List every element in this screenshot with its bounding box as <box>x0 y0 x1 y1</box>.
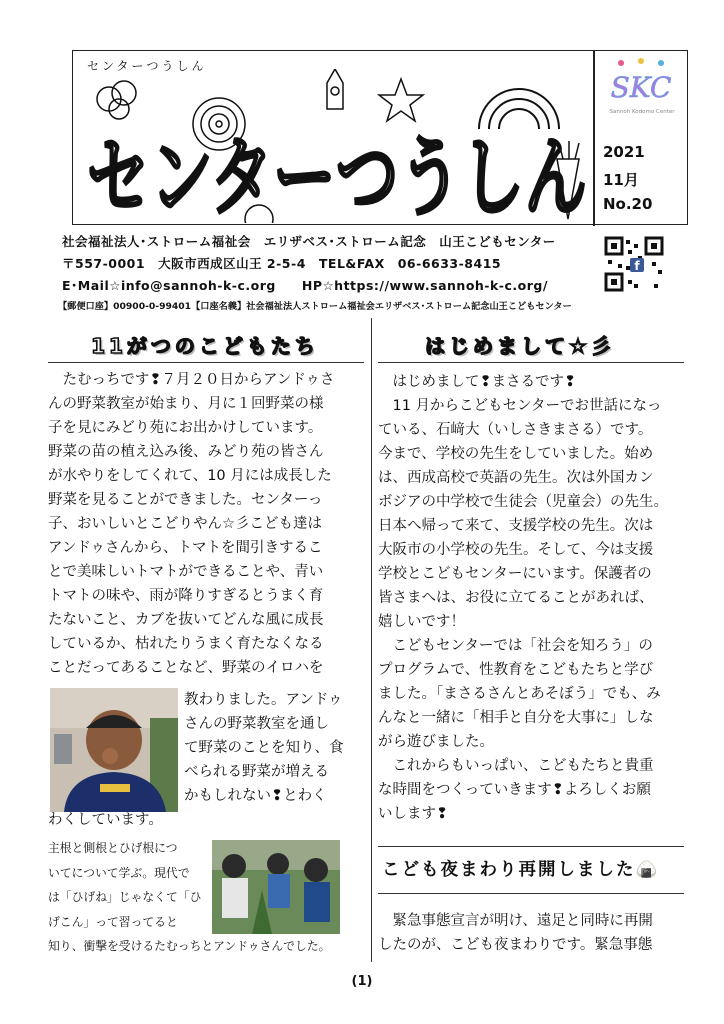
text-line: トマトの味や、雨が降りすぎるとうまく育 <box>48 588 324 604</box>
caption-line: げこん」って習ってると <box>48 914 178 929</box>
right-column-heading: はじめまして☆彡 <box>425 334 615 358</box>
left-article-wrap <box>184 688 364 808</box>
left-heading-rule <box>48 362 364 363</box>
logo-caption: Sannoh Kodomo Center <box>609 109 675 115</box>
text-line: 教わりました。アンドゥ <box>184 692 343 708</box>
text-line: て野菜のことを知り、食 <box>184 740 344 756</box>
rainbow-doodle <box>479 89 559 129</box>
text-line: 日本へ帰って来て、支援学校の先生。次は <box>378 518 654 534</box>
issue-year: 2021 <box>603 143 645 161</box>
text-line: かもしれない❢とわく <box>184 788 327 804</box>
org-contact[interactable]: E･Mail☆info@sannoh-k-c.org HP☆https://www.sannoh-k-c.org/ <box>62 278 548 293</box>
page-number: (1) <box>351 974 373 989</box>
text-line: 子を見にみどり苑にお出かけしています。 <box>48 420 323 436</box>
issue-month: 11月 <box>603 171 639 189</box>
caption-line: いてについて学ぶ。現代で <box>48 865 190 880</box>
text-line: は、西成高校で英語の先生。次は外国カン <box>378 470 654 486</box>
text-line: が水やりをしてくれて、10 月には成長した <box>48 468 332 484</box>
logo-text: SKC <box>610 71 672 104</box>
org-name: 社会福祉法人･ストローム福祉会 エリザベス･ストローム記念 山王こどもセンター <box>62 234 556 249</box>
text-line: こどもセンターでは「社会を知ろう」の <box>378 638 653 654</box>
right-article-body <box>378 370 678 826</box>
caption-line: は「ひげね」じゃなくて「ひ <box>48 890 202 904</box>
text-line: 子、おいしいとこどりやん☆彡こども達は <box>48 516 322 532</box>
night-patrol-heading: こども夜まわり再開しました🍙 <box>382 860 660 880</box>
text-line: 野菜を見ることができました。センターっ <box>48 492 323 508</box>
caption-line: 主根と側根とひげ根につ <box>48 841 178 855</box>
text-line: んなと一緒に「相手と自分を大事に」しな <box>378 710 654 726</box>
org-bank-account: 【郵便口座】00900-0-99401【口座名義】社会福祉法人ストローム福祉会エリザベス･ストローム記念山王こどもセンター <box>58 301 572 312</box>
text-line: ました。「まさるさんとあそぼう」でも、み <box>378 686 661 702</box>
text-line: 野菜の苗の植え込み後、みどり苑の皆さん <box>48 444 324 460</box>
photo-kids-garden <box>212 840 340 934</box>
text-line: さんの野菜教室を通し <box>184 716 329 732</box>
night-heading-bottom-rule <box>378 893 684 894</box>
text-line: がら遊びました。 <box>378 734 494 750</box>
org-address: 〒557-0001 大阪市西成区山王 2-5-4 TEL&FAX 06-6633-8415 <box>62 256 502 271</box>
left-article-tail <box>48 808 163 832</box>
masthead-title: センターつうしん <box>87 128 587 223</box>
night-patrol-body <box>378 909 653 957</box>
star-doodle <box>379 79 423 121</box>
masthead-title-art <box>79 69 591 223</box>
text-line: ている、石﨑大（いしさきまさる）です。 <box>378 422 653 438</box>
text-line: 11 月からこどもセンターでお世話になっ <box>378 398 662 414</box>
left-article-body <box>48 368 362 680</box>
rocket-doodle <box>327 69 343 109</box>
text-line: しているか、枯れたりうまく育たなくなる <box>48 636 324 652</box>
text-line: たないこと、カブを抜いてどんな風に成長 <box>48 612 324 628</box>
left-column-heading: 11がつのこどもたち <box>91 334 319 358</box>
text-line: とで美味しいトマトができることや、青い <box>48 564 324 580</box>
text-line: んの野菜教室が始まり、月に１回野菜の様 <box>48 396 324 412</box>
right-heading-rule <box>378 362 684 363</box>
text-line: はじめまして❢まさるです❢ <box>378 374 577 390</box>
photo-boy-eating <box>50 688 178 812</box>
masthead-subtitle: センターつうしん <box>87 59 207 73</box>
issue-number: No.20 <box>603 195 653 213</box>
qr-code[interactable] <box>604 236 664 292</box>
text-line: アンドゥさんから、トマトを間引きするこ <box>48 540 323 556</box>
text-line: 皆さまへは、お役に立てることがあれば、 <box>378 590 654 606</box>
night-heading-top-rule <box>378 846 684 847</box>
text-line: ことだってあることなど、野菜のイロハを <box>48 660 324 676</box>
text-line: 今まで、学校の先生をしていました。始め <box>378 446 654 462</box>
text-line: ボジアの中学校で生徒会（児童会）の先生。 <box>378 494 668 510</box>
text-line: 緊急事態宣言が明け、遠足と同時に再開 <box>378 913 653 929</box>
text-line: 学校とこどもセンターにいます。保護者の <box>378 566 652 582</box>
text-line: べられる野菜が増える <box>184 764 329 780</box>
text-line: な時間をつくっていきます❢よろしくお願 <box>378 782 651 798</box>
text-line: たむっちです❢７月２０日からアンドゥさ <box>48 372 335 388</box>
text-line: したのが、こども夜まわりです。緊急事態 <box>378 937 653 953</box>
text-line: わくしています。 <box>48 812 163 828</box>
text-line: 嬉しいです！ <box>378 614 465 630</box>
caption-line: 知り、衝撃を受けるたむっちとアンドゥさんでした。 <box>48 939 331 953</box>
svg-text:f: f <box>634 259 640 273</box>
tree-doodle <box>97 81 136 119</box>
text-line: 大阪市の小学校の先生。そして、今は支援 <box>378 542 654 558</box>
text-line: これからもいっぱい、こどもたちと貴重 <box>378 758 654 774</box>
text-line: プログラムで、性教育をこどもたちと学び <box>378 662 654 678</box>
column-divider <box>371 318 372 962</box>
text-line: いします❢ <box>378 806 449 822</box>
masthead <box>72 50 688 225</box>
spiral-doodle <box>193 98 245 150</box>
